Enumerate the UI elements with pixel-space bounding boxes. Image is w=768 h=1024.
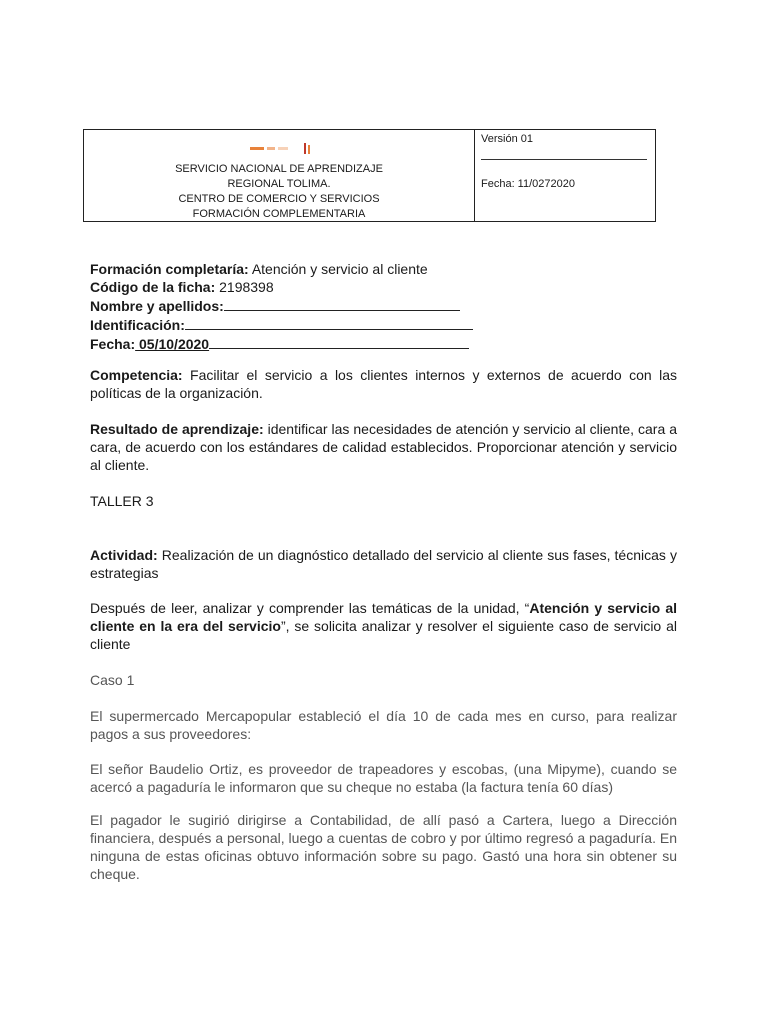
fecha-blank bbox=[209, 334, 469, 349]
caso-p3-block bbox=[90, 811, 677, 883]
org-centro: CENTRO DE COMERCIO Y SERVICIOS bbox=[178, 193, 380, 205]
competencia-label: Competencia: bbox=[90, 367, 183, 383]
caso-title: Caso 1 bbox=[90, 672, 135, 688]
sena-logo bbox=[250, 142, 320, 156]
codigo-label: Código de la ficha: bbox=[90, 279, 216, 295]
fecha-value: 05/10/2020 bbox=[135, 336, 210, 352]
identificacion-label: Identificación: bbox=[90, 317, 185, 333]
resultado-label: Resultado de aprendizaje: bbox=[90, 421, 264, 437]
intro-bold-title: Atención y servicio al cliente en la era del servicio bbox=[90, 600, 677, 634]
header-table bbox=[83, 129, 656, 222]
nombre-blank bbox=[224, 296, 460, 311]
caso-paragraph-1: El supermercado Mercapopular estableció el día 10 de cada mes en curso, para realizar pagos a sus proveedores: bbox=[90, 708, 677, 742]
field-identificacion bbox=[90, 315, 677, 334]
resultado-text: identificar las necesidades de atención y servicio al cliente, cara a cara, de acuerdo con los estándares de calidad establecidos. Proporcionar atención y servicio al cliente. bbox=[90, 421, 678, 473]
field-fecha bbox=[90, 334, 677, 353]
header-date: Fecha: 11/0272020 bbox=[481, 178, 575, 190]
field-codigo bbox=[90, 278, 677, 296]
org-formacion: FORMACIÓN COMPLEMENTARIA bbox=[192, 208, 366, 220]
caso-p2-block bbox=[90, 760, 677, 796]
actividad-section bbox=[90, 546, 677, 582]
competencia-section bbox=[90, 366, 677, 402]
field-formacion bbox=[90, 260, 677, 278]
caso-paragraph-2: El señor Baudelio Ortiz, es proveedor de trapeadores y escobas, (una Mipyme), cuando se acercó a pagaduría le informaron que su cheque no estaba (la factura tenía 60 días) bbox=[90, 761, 677, 795]
intro-text-end: ”, se solicita analizar y resolver el siguiente caso de servicio al cliente bbox=[90, 618, 677, 652]
caso-p1-block bbox=[90, 707, 677, 743]
version-text: Versión 01 bbox=[481, 133, 533, 145]
fecha-label: Fecha: bbox=[90, 336, 136, 352]
actividad-label: Actividad: bbox=[90, 547, 158, 563]
form-fields bbox=[90, 260, 677, 353]
resultado-section bbox=[90, 420, 677, 474]
competencia-text: Facilitar el servicio a los clientes internos y externos de acuerdo con las políticas de la organización. bbox=[90, 367, 677, 401]
codigo-value: 2198398 bbox=[215, 279, 274, 295]
intro-text-start: Después de leer, analizar y comprender las temáticas de la unidad, “ bbox=[90, 600, 530, 616]
divider bbox=[481, 159, 647, 160]
caso-paragraph-3: El pagador le sugirió dirigirse a Contabilidad, de allí pasó a Cartera, luego a Dirección financiera, después a personal, luego a cuentas de cobro y por último regresó a pagaduría. En ninguna de estas oficinas obtuvo información sobre su pago. Gastó una hora sin obtener su cheque. bbox=[90, 812, 677, 882]
org-name: SERVICIO NACIONAL DE APRENDIZAJE bbox=[175, 163, 383, 175]
actividad-text: Realización de un diagnóstico detallado del servicio al cliente sus fases, técnicas y estrategias bbox=[90, 547, 677, 581]
org-regional: REGIONAL TOLIMA. bbox=[227, 178, 331, 190]
taller-title: TALLER 3 bbox=[90, 493, 154, 509]
nombre-label: Nombre y apellidos: bbox=[90, 298, 224, 314]
header-meta-cell bbox=[475, 130, 655, 221]
field-nombre bbox=[90, 296, 677, 315]
formacion-value: Atención y servicio al cliente bbox=[248, 261, 428, 277]
identificacion-blank bbox=[185, 315, 473, 330]
header-org-cell bbox=[84, 130, 475, 221]
intro-section bbox=[90, 599, 677, 653]
formacion-label: Formación completaría: bbox=[90, 261, 249, 277]
